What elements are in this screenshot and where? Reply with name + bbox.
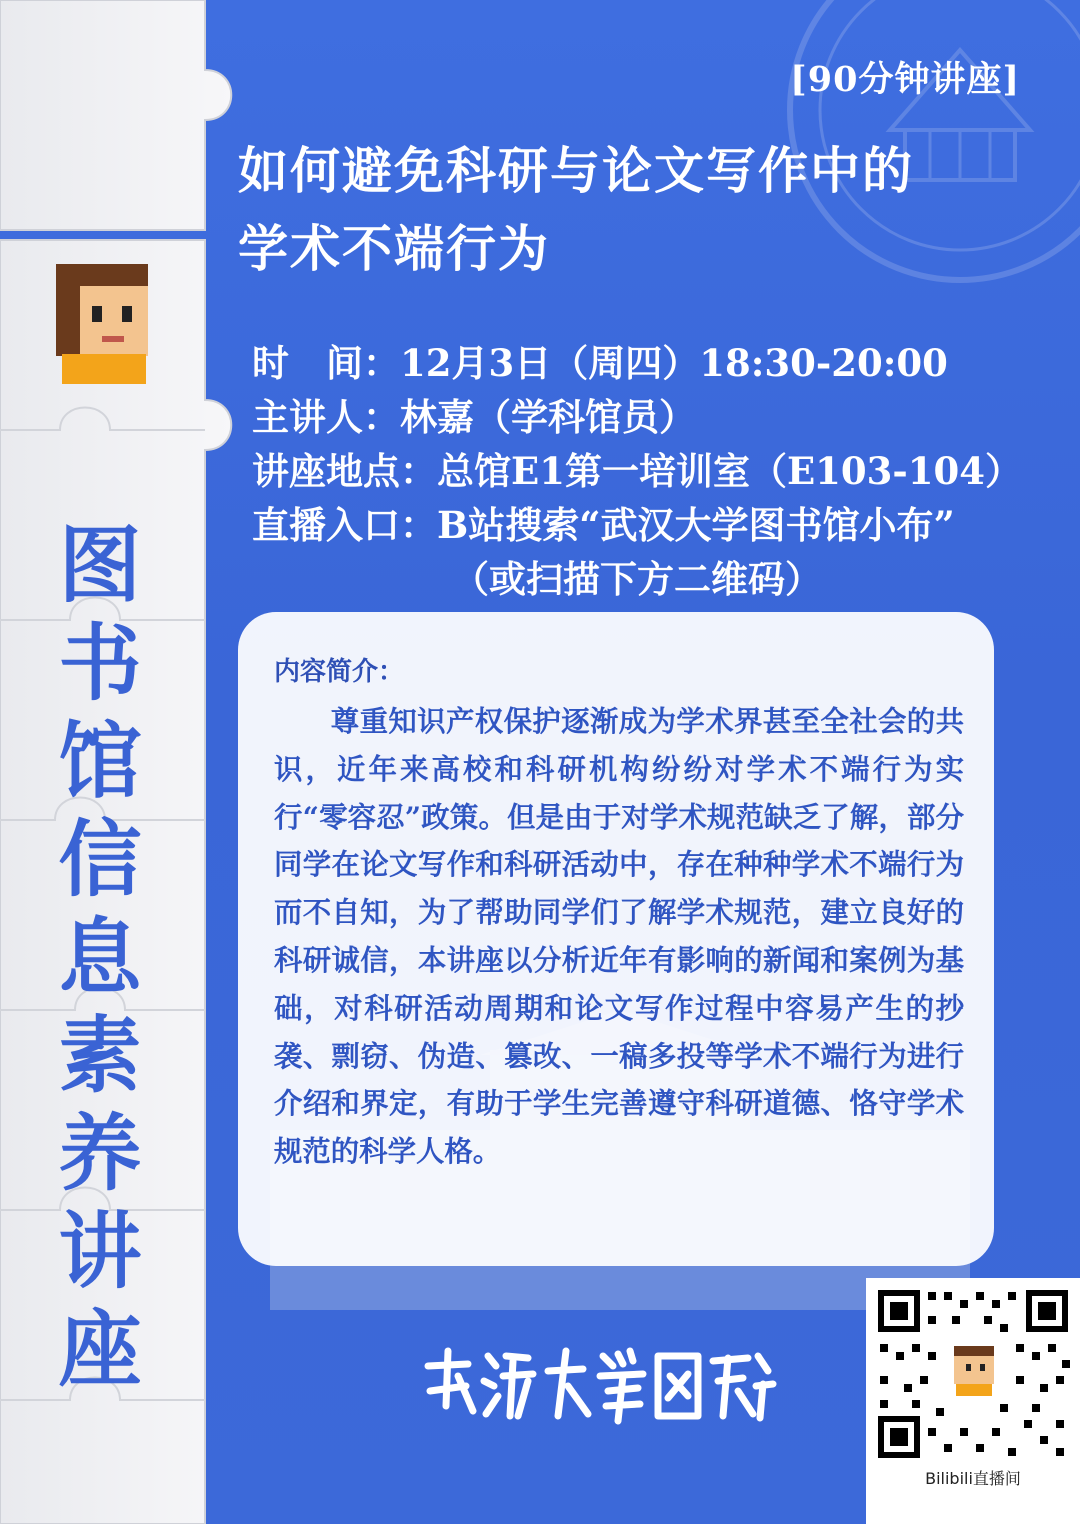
series-char: 息 bbox=[58, 908, 142, 1006]
qr-code-panel[interactable] bbox=[866, 1278, 1080, 1524]
info-speaker: 主讲人：林嘉（学科馆员） bbox=[252, 395, 696, 439]
lecture-title-line2: 学术不端行为 bbox=[238, 219, 550, 278]
lecture-info bbox=[252, 336, 1052, 606]
lecture-title-line1: 如何避免科研与论文写作中的 bbox=[238, 141, 914, 200]
lecture-duration-tag: [90分钟讲座] bbox=[790, 59, 1020, 100]
series-char: 信 bbox=[58, 810, 142, 908]
qr-code-icon[interactable] bbox=[866, 1278, 1080, 1468]
info-time: 时 间：12月3日（周四）18:30-20:00 bbox=[252, 341, 948, 385]
qr-caption: Bilibili直播间 bbox=[925, 1469, 1021, 1488]
info-location: 讲座地点：总馆E1第一培训室（E103-104） bbox=[252, 449, 1022, 493]
library-signature-logo bbox=[418, 1336, 778, 1426]
lecture-title bbox=[238, 132, 1058, 288]
intro-heading: 内容简介： bbox=[274, 657, 405, 687]
intro-body: 尊重知识产权保护逐渐成为学术界甚至全社会的共识，近年来高校和科研机构纷纷对学术不端行为实行“零容忍”政策。但是由于对学术规范缺乏了解，部分同学在论文写作和科研活动中，存在种种学术不端行为而不自知，为了帮助同学们了解学术规范，建立良好的科研诚信，本讲座以分析近年有影响的新闻和案例为基础，对科研活动周期和论文写作过程中容易产生的抄袭、剽窃、伪造、篡改、一稿多投等学术不端行为进行介绍和界定，有助于学生完善遵守科研道德、恪守学术规范的科学人格。 bbox=[274, 704, 964, 1169]
info-live-note: （或扫描下方二维码） bbox=[452, 557, 822, 601]
series-char: 馆 bbox=[58, 712, 142, 810]
mascot-icon bbox=[42, 256, 162, 384]
series-char: 图 bbox=[58, 516, 142, 614]
series-title-vertical bbox=[50, 516, 150, 1398]
series-char: 讲 bbox=[58, 1202, 142, 1300]
info-live: 直播入口：B站搜索“武汉大学图书馆小布” bbox=[252, 503, 955, 547]
series-char: 座 bbox=[58, 1300, 142, 1398]
series-char: 养 bbox=[58, 1104, 142, 1202]
intro-card bbox=[238, 612, 994, 1266]
series-char: 素 bbox=[58, 1006, 142, 1104]
series-char: 书 bbox=[58, 614, 142, 712]
